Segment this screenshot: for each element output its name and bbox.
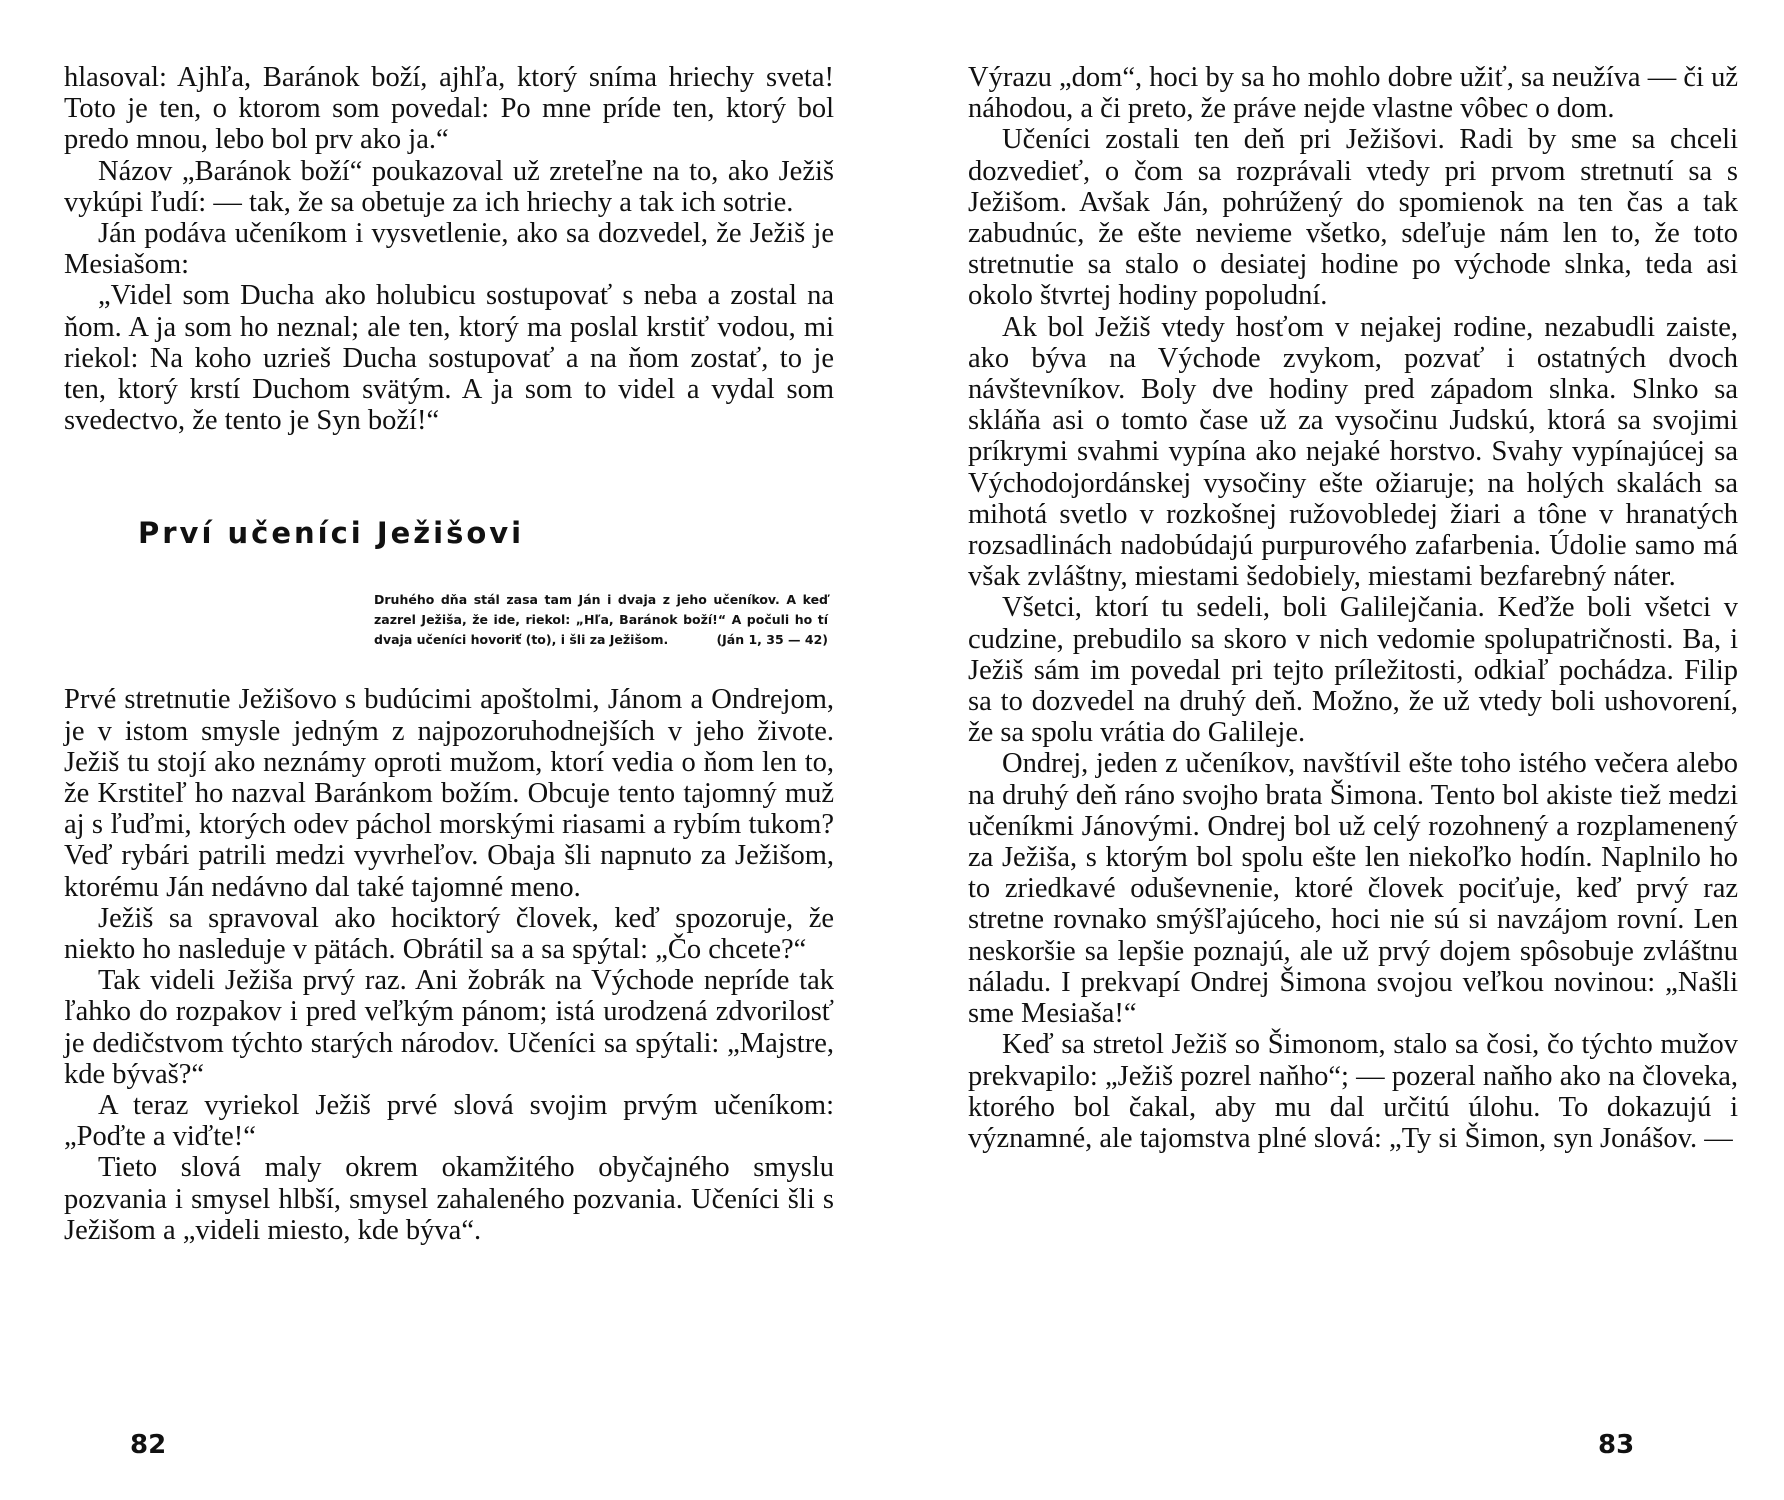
paragraph: Všetci, ktorí tu sedeli, boli Galilejčania. Keďže boli všetci v cudzine, prebudilo sa skoro v nich vedomie spolupatričnosti. Ba, i Ježiš sám im povedal pri tejto príležitosti, odkiaľ pochádza. Filip sa to dozvedel na druhý deň. Možno, že už vtedy boli ushovorení, že sa spolu vrátia do Galileje. <box>968 592 1738 749</box>
page-number-right: 83 <box>1598 1430 1635 1460</box>
page-number-left: 82 <box>130 1430 167 1460</box>
epigraph-text: Druhého dňa stál zasa tam Ján i dvaja z jeho učeníkov. A keď zazrel Ježiša, že ide, riekol: „Hľa, Baránok boží!“ A počuli ho tí dvaja učeníci hovoriť (to), i šli za Ježišom. <box>374 592 828 648</box>
paragraph: hlasoval: Ajhľa, Baránok boží, ajhľa, ktorý sníma hriechy sveta! Toto je ten, o ktorom som povedal: Po mne príde ten, ktorý bol predo mnou, lebo bol prv ako ja.“ <box>64 62 834 156</box>
epigraph-citation: (Ján 1, 35 — 42) <box>716 632 828 648</box>
paragraph: Tak videli Ježiša prvý raz. Ani žobrák na Východe nepríde tak ľahko do rozpakov i pred veľkým pánom; istá urodzená zdvorilosť je dedičstvom týchto starých národov. Učeníci sa spýtali: „Majstre, kde bývaš?“ <box>64 965 834 1090</box>
paragraph: Názov „Baránok boží“ poukazoval už zreteľne na to, ako Ježiš vykúpi ľudí: — tak, že sa obetuje za ich hriechy a tak ich sotrie. <box>64 155 834 218</box>
paragraph: Prvé stretnutie Ježišovo s budúcimi apoštolmi, Jánom a Ondrejom, je v istom smysle jedným z najpozoruhodnejších v jeho živote. Ježiš tu stojí ako neznámy oproti mužom, ktorí vedia o ňom len to, že Krstiteľ ho nazval Baránkom božím. Obcuje tento tajomný muž aj s ľuďmi, ktorých odev páchol morskými riasami a rybím tukom? Veď rybári patrili medzi vyvrheľov. Obaja šli napnuto za Ježišom, ktorému Ján nedávno dal také tajomné meno. <box>64 684 834 903</box>
paragraph: Tieto slová maly okrem okamžitého obyčajného smyslu pozvania i smysel hlbší, smysel zahaleného pozvania. Učeníci šli s Ježišom a „videli miesto, kde býva“. <box>64 1152 834 1246</box>
chapter-epigraph <box>374 590 828 650</box>
paragraph: Ježiš sa spravoval ako hociktorý človek, keď spozoruje, že niekto ho nasleduje v pätách. Obrátil sa a sa spýtal: „Čo chcete?“ <box>64 902 834 966</box>
paragraph: Učeníci zostali ten deň pri Ježišovi. Radi by sme sa chceli dozvedieť, o čom sa rozprávali vtedy pri prvom stretnutí sa s Ježišom. Avšak Ján, pohrúžený do spomienok na ten čas a tak zabudnúc, že ešte nevieme všetko, sdeľuje nám len to, že toto stretnutie sa stalo o desiatej hodine po východe slnka, teda asi okolo štvrtej hodiny popoludní. <box>968 124 1738 312</box>
paragraph: Ján podáva učeníkom i vysvetlenie, ako sa dozvedel, že Ježiš je Mesiašom: <box>64 218 834 281</box>
paragraph: Ak bol Ježiš vtedy hosťom v nejakej rodine, nezabudli zaiste, ako býva na Východe zvykom, pozvať i ostatných dvoch návštevníkov. Boly dve hodiny pred západom slnka. Slnko sa skláňa asi o tomto čase už za vysočinu Judskú, ktorá sa svojimi príkrymi svahmi vypína ako nejaké horstvo. Svahy vypínajúcej sa Východojordánskej vysočiny ešte ožiaruje; na holých skalách sa mihotá svetlo v rozkošnej ružovobledej žiari a tône v hranatých rozsadlinách nadobúdajú purpurového zafarbenia. Údolie samo má však zvláštny, miestami šedobiely, miestami bezfarebný náter. <box>968 311 1738 593</box>
paragraph: Ondrej, jeden z učeníkov, navštívil ešte toho istého večera alebo na druhý deň ráno svojho brata Šimona. Tento bol akiste tiež medzi učeníkmi Jánovými. Ondrej bol už celý rozohnený a rozplamenený za Ježiša, s ktorým bol spolu ešte len niekoľko hodín. Naplnilo ho to zriedkavé oduševnenie, ktoré človek pociťuje, keď prvý raz stretne rovnako smýšľajúceho, hoci nie sú si navzájom rovní. Len neskoršie sa lepšie poznajú, ale už prvý dojem spôsobuje zvláštnu náladu. I prekvapí Ondrej Šimona svojou veľkou novinou: „Našli sme Mesiaša!“ <box>968 748 1738 1030</box>
paragraph: Keď sa stretol Ježiš so Šimonom, stalo sa čosi, čo týchto mužov prekvapilo: „Ježiš pozrel naňho“; — pozeral naňho ako na človeka, ktorého bol čakal, aby mu dal určitú úlohu. To dokazujú i významné, ale tajomstva plné slová: „Ty si Šimon, syn Jonášov. — <box>968 1029 1738 1154</box>
paragraph: Výrazu „dom“, hoci by sa ho mohlo dobre užiť, sa neužíva — či už náhodou, a či preto, že práve nejde vlastne vôbec o dom. <box>968 62 1738 125</box>
chapter-heading: Prví učeníci Ježišovi <box>138 516 525 551</box>
paragraph: A teraz vyriekol Ježiš prvé slová svojim prvým učeníkom: „Poďte a viďte!“ <box>64 1090 834 1153</box>
left-page <box>64 62 834 1246</box>
right-page <box>968 62 1738 1154</box>
quote-paragraph: „Videl som Ducha ako holubicu sostupovať s neba a zostal na ňom. A ja som ho neznal; ale ten, ktorý ma poslal krstiť vodou, mi riekol: Na koho uzrieš Ducha sostupovať a na ňom zostať, to je ten, ktorý krstí Duchom svätým. A ja som to videl a vydal som svedectvo, že tento je Syn boží!“ <box>64 280 834 437</box>
